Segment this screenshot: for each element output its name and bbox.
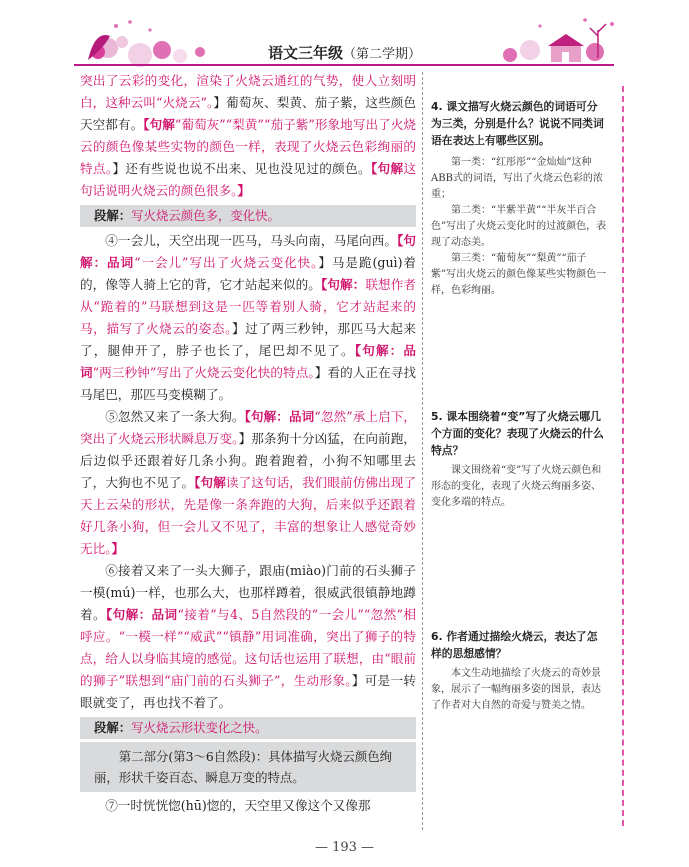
- annotation-tag: 】: [237, 183, 251, 198]
- book-title: 语文三年级: [267, 44, 343, 62]
- part-summary-band: [80, 742, 416, 792]
- pink-margin-line: [622, 86, 624, 826]
- paragraph-summary-band: [80, 205, 416, 227]
- page-title: [0, 42, 689, 63]
- annotation-text: “接着”与4、5自然段的“一会儿”“忽然”相呼应。“一模一样”“威武”“镇静”用词准确，突出了狮子的特点，给人以身临其境的感觉。这句话也运用了联想，由“眼前的狮子”联想到“庙门前的石头狮子”，生动形象。: [80, 607, 416, 688]
- body-text: 】那条狗十分凶猛，在向前跑，后边似乎还跟着好几条小狗。跑着跑着，小狗不知哪里去了，大狗也不见了。: [80, 431, 416, 490]
- body-text: ⑤忽然又来了一条大狗。: [105, 409, 245, 424]
- annotation-text: 突出了云彩的变化，渲染了火烧云通红的气势，使人立刻明白，这种云叫“火烧云”。: [80, 73, 416, 110]
- answer-text: 第二类：“半紫半黄”“半灰半百合色”写出了火烧云变化时的过渡颜色，表现了动态美。: [431, 205, 607, 248]
- band-label: 段解：: [94, 208, 132, 223]
- annotation-text: 读了这句话，我们眼前仿佛出现了天上云朵的形状，先是像一条奔跑的大狗，后来似乎还跟着好几条小狗，但一会儿又不见了，丰富的想象让人感觉奇妙无比。: [80, 475, 416, 556]
- band-label: 段解：: [94, 720, 132, 735]
- annotation-tag: 【句解: [143, 117, 175, 132]
- annotation-text: “葡萄灰”“梨黄”“茄子紫”形象地写出了火烧云的颜色像某些实物的颜色一样，表现了火烧云色彩绚丽的特点。: [80, 117, 416, 176]
- question-column: [431, 98, 607, 711]
- body-text: ④一会儿，天空出现一匹马，马头向南，马尾向西。: [105, 233, 398, 248]
- body-text: ⑥接着又来了一头大狮子，跟庙(miào)门前的石头狮子一模(mú)一样，也那么大，也那样蹲着，很威武很镇静地蹲着。: [80, 563, 416, 622]
- annotation-tag: 【句解：品词: [80, 233, 416, 270]
- body-text: 】葡萄灰、梨黄、茄子紫，这些颜色天空都有。: [80, 95, 416, 132]
- body-text: ⑦一时恍恍惚(hū)惚的，天空里又像这个又像那: [105, 798, 371, 813]
- body-text: 】还有些说也说不出来、见也没见过的颜色。: [112, 161, 371, 176]
- question-text: 6. 作者通过描绘火烧云，表达了怎样的思想感情？: [431, 630, 598, 660]
- annotation-tag: 【句解: [194, 475, 226, 490]
- answer-text: 课文围绕着“变”写了火烧云颜色和形态的变化，表现了火烧云绚丽多姿、变化多端的特点。: [431, 465, 602, 508]
- page-number: — 193 —: [314, 840, 375, 855]
- paragraph-3-continued: [80, 70, 416, 202]
- annotation-text: “忽然”承上启下，突出了火烧云形状瞬息万变。: [80, 409, 416, 446]
- header-rule: [74, 64, 614, 66]
- paragraph-6: [80, 560, 416, 714]
- band-text: 写火烧云形状变化之快。: [131, 720, 268, 735]
- book-subtitle: （第二学期）: [343, 47, 422, 62]
- body-text: 】过了两三秒钟，那匹马大起来了，腿伸开了，脖子也长了，尾巴却不见了。: [80, 321, 416, 358]
- annotation-tag: 【句解：品词: [80, 343, 416, 380]
- annotation-text: 这句话说明火烧云的颜色很多。: [80, 161, 416, 198]
- annotation-tag: 【句解: [370, 161, 404, 176]
- body-text: 】看的人正在寻找马尾巴，那匹马变模糊了。: [80, 365, 416, 402]
- page-header: [0, 0, 689, 80]
- paragraph-summary-band: [80, 717, 416, 739]
- annotation-tag: 【句解：: [320, 277, 366, 292]
- annotation-tag: 【句解：品词: [244, 409, 315, 424]
- answer-text: 本文生动地描绘了火烧云的奇妙景象，展示了一幅绚丽多姿的图景，表达了作者对大自然的奇爱与赞美之情。: [431, 668, 601, 711]
- annotation-text: “一会儿”写出了火烧云变化快。: [134, 255, 319, 270]
- part-summary-text: 第二部分(第3～6自然段)：具体描写火烧云颜色绚丽，形状千姿百态、瞬息万变的特点。: [94, 749, 393, 785]
- question-5: [431, 408, 607, 511]
- answer-text: 第一类：“红彤彤”“金灿灿”这种ABB式的词语，写出了火烧云色彩的浓重；: [431, 157, 603, 200]
- annotation-tag: 】: [111, 541, 125, 556]
- column-separator: [422, 72, 423, 830]
- annotation-text: 联想作者从“跪着的”马联想到这是一匹等着别人骑，它才站起来的马，描写了火烧云的姿态。: [80, 277, 416, 336]
- main-text-column: [80, 70, 416, 832]
- paragraph-5: [80, 406, 416, 560]
- question-6: [431, 628, 607, 714]
- band-text: 写火烧云颜色多，变化快。: [131, 208, 280, 223]
- annotation-tag: 【句解：品词: [105, 607, 178, 622]
- header-decoration: [0, 0, 689, 80]
- answer-text: 第三类：“葡萄灰”“梨黄”“茄子紫”写出火烧云的颜色像某些实物颜色一样，色彩绚丽。: [431, 253, 607, 296]
- body-text: 】可是一转眼就变了，再也找不着了。: [80, 673, 416, 710]
- body-text: 】马是跪(guì)着的，像等人骑上它的背，它才站起来似的。: [80, 255, 416, 292]
- question-4: [431, 98, 607, 299]
- annotation-text: “两三秒钟”写出了火烧云变化快的特点。: [92, 365, 315, 380]
- paragraph-7: [80, 795, 416, 817]
- question-text: 5. 课本围绕着“变”写了火烧云哪几个方面的变化？表现了火烧云的什么特点？: [431, 410, 604, 457]
- question-text: 4. 课文描写火烧云颜色的词语可分为三类，分别是什么？说说不同类词语在表达上有哪些区别。: [431, 100, 604, 147]
- paragraph-4: [80, 230, 416, 406]
